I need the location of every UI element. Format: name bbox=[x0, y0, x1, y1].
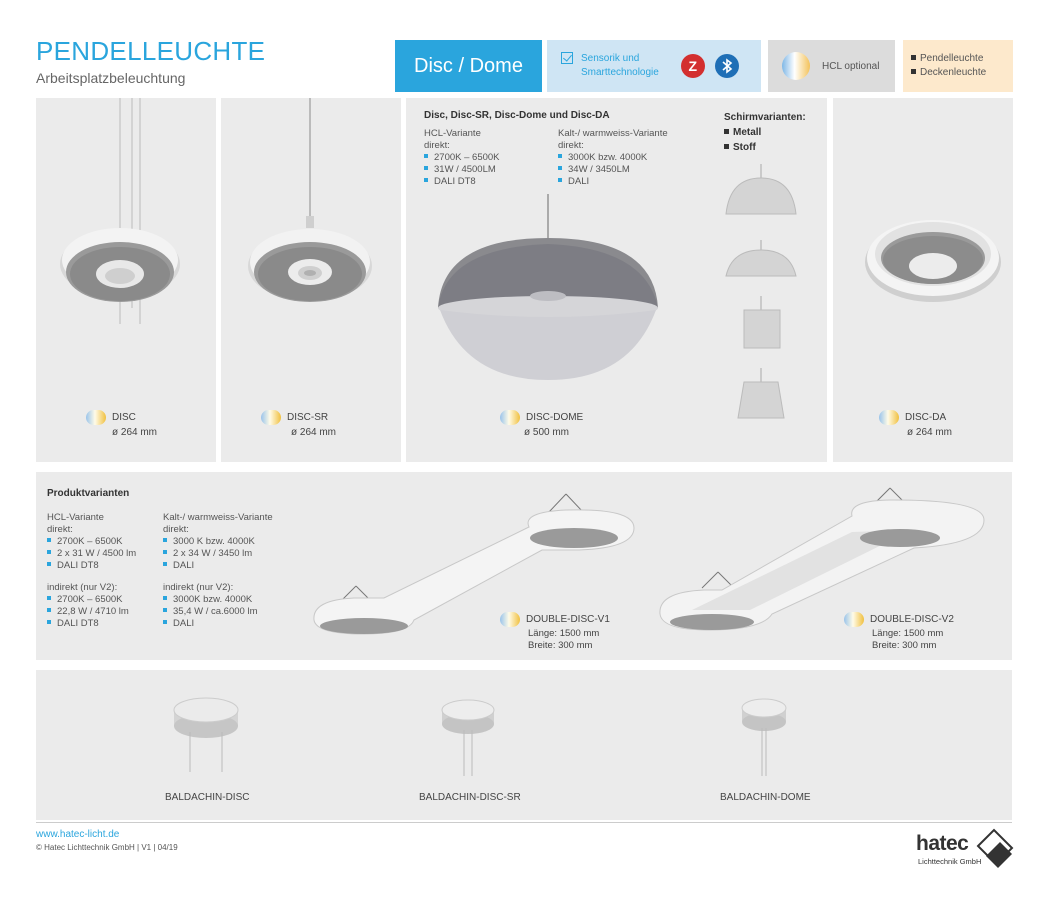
product-length: Länge: 1500 mm bbox=[528, 628, 600, 639]
baldachin-disc-image bbox=[166, 682, 256, 782]
kw-spec-block: Kalt-/ warmweiss-Variante direkt: 3000K bzw. 4000K 34W / 3450LM DALI bbox=[558, 128, 668, 187]
variants-heading: Produktvarianten bbox=[47, 488, 130, 499]
baldachin-label: BALDACHIN-DISC-SR bbox=[419, 792, 521, 803]
product-width: Breite: 300 mm bbox=[872, 640, 937, 651]
product-panel-disc-sr bbox=[221, 98, 401, 462]
variants-hcl-block: HCL-Variante direkt: 2700K – 6500K 2 x 31 W / 4500 lm DALI DT8 indirekt (nur V2): 2700K – 6500K 22,8 W / 4710 lm DALI DT8 bbox=[47, 512, 137, 629]
product-dimension: ø 500 mm bbox=[524, 427, 570, 438]
product-name: DOUBLE-DISC-V2 bbox=[870, 614, 954, 625]
product-length: Länge: 1500 mm bbox=[872, 628, 944, 639]
product-panel-disc bbox=[36, 98, 216, 462]
product-dimension: ø 264 mm bbox=[907, 427, 953, 438]
series-label: Disc / Dome bbox=[395, 40, 542, 92]
bullet-icon bbox=[163, 620, 167, 624]
dome-specs-heading: Disc, Disc-SR, Disc-Dome und Disc-DA bbox=[424, 110, 610, 121]
hcl-color-icon bbox=[500, 410, 520, 425]
baldachin-label: BALDACHIN-DISC bbox=[165, 792, 250, 803]
product-dimension: ø 264 mm bbox=[291, 427, 337, 438]
disc-da-lamp-image bbox=[833, 98, 1013, 398]
baldachin-panel bbox=[36, 670, 1012, 820]
bullet-icon bbox=[911, 55, 916, 60]
bullet-icon bbox=[163, 596, 167, 600]
variants-kw-block: Kalt-/ warmweiss-Variante direkt: 3000 K bzw. 4000K 2 x 34 W / 3450 lm DALI indirekt (nur V2): 3000K bzw. 4000K 35,4 W / ca.6000 lm DALI bbox=[163, 512, 273, 629]
footer-divider bbox=[36, 822, 1012, 823]
page-subtitle: Arbeitsplatzbeleuchtung bbox=[36, 70, 186, 86]
product-name: DISC-DA bbox=[905, 412, 947, 423]
product-name: DISC-DOME bbox=[526, 412, 584, 423]
type-box bbox=[903, 40, 1013, 92]
hcl-color-icon bbox=[261, 410, 281, 425]
hcl-color-icon bbox=[782, 52, 810, 80]
disc-lamp-image bbox=[36, 98, 216, 398]
zigbee-icon: Z bbox=[681, 54, 705, 78]
checkbox-icon bbox=[561, 52, 573, 64]
hcl-box bbox=[768, 40, 895, 92]
product-panel-disc-dome bbox=[406, 98, 827, 462]
type-ceiling: Deckenleuchte bbox=[920, 67, 987, 78]
shade-variants: Schirmvarianten: Metall Stoff bbox=[724, 112, 806, 153]
bullet-icon bbox=[47, 620, 51, 624]
shade-variants-image bbox=[716, 164, 806, 424]
hcl-color-icon bbox=[500, 612, 520, 627]
bluetooth-icon bbox=[715, 54, 739, 78]
hcl-color-icon bbox=[86, 410, 106, 425]
bullet-icon bbox=[163, 538, 167, 542]
product-width: Breite: 300 mm bbox=[528, 640, 593, 651]
disc-sr-lamp-image bbox=[221, 98, 401, 398]
product-name: DISC-SR bbox=[287, 412, 329, 423]
bullet-icon bbox=[163, 562, 167, 566]
bullet-icon bbox=[47, 550, 51, 554]
logo: hatec bbox=[916, 832, 969, 855]
bullet-icon bbox=[911, 69, 916, 74]
baldachin-dome-image bbox=[728, 682, 808, 782]
bullet-icon bbox=[47, 596, 51, 600]
product-dimension: ø 264 mm bbox=[112, 427, 158, 438]
type-pendant: Pendelleuchte bbox=[920, 53, 984, 64]
hcl-color-icon bbox=[844, 612, 864, 627]
website-link[interactable]: www.hatec-licht.de bbox=[36, 829, 120, 840]
product-panel-disc-da bbox=[833, 98, 1013, 462]
sensor-text: Sensorik und Smarttechnologie bbox=[581, 53, 659, 78]
variants-panel bbox=[36, 472, 1012, 660]
product-name: DISC bbox=[112, 412, 136, 423]
hcl-label: HCL optional bbox=[822, 60, 880, 72]
hcl-color-icon bbox=[879, 410, 899, 425]
logo-subtitle: Lichttechnik GmbH bbox=[918, 857, 982, 866]
baldachin-disc-sr-image bbox=[432, 682, 512, 782]
page-title: PENDELLEUCHTE bbox=[36, 36, 266, 66]
bullet-icon bbox=[163, 550, 167, 554]
bullet-icon bbox=[163, 608, 167, 612]
bullet-icon bbox=[47, 562, 51, 566]
hcl-spec-block: HCL-Variante direkt: 2700K – 6500K 31W / 4500LM DALI DT8 bbox=[424, 128, 500, 187]
baldachin-label: BALDACHIN-DOME bbox=[720, 792, 811, 803]
bullet-icon bbox=[47, 538, 51, 542]
sensor-box bbox=[547, 40, 761, 92]
bullet-icon bbox=[47, 608, 51, 612]
product-name: DOUBLE-DISC-V1 bbox=[526, 614, 610, 625]
copyright: © Hatec Lichttechnik GmbH | V1 | 04/19 bbox=[36, 843, 178, 852]
logo-icon bbox=[974, 826, 1016, 870]
